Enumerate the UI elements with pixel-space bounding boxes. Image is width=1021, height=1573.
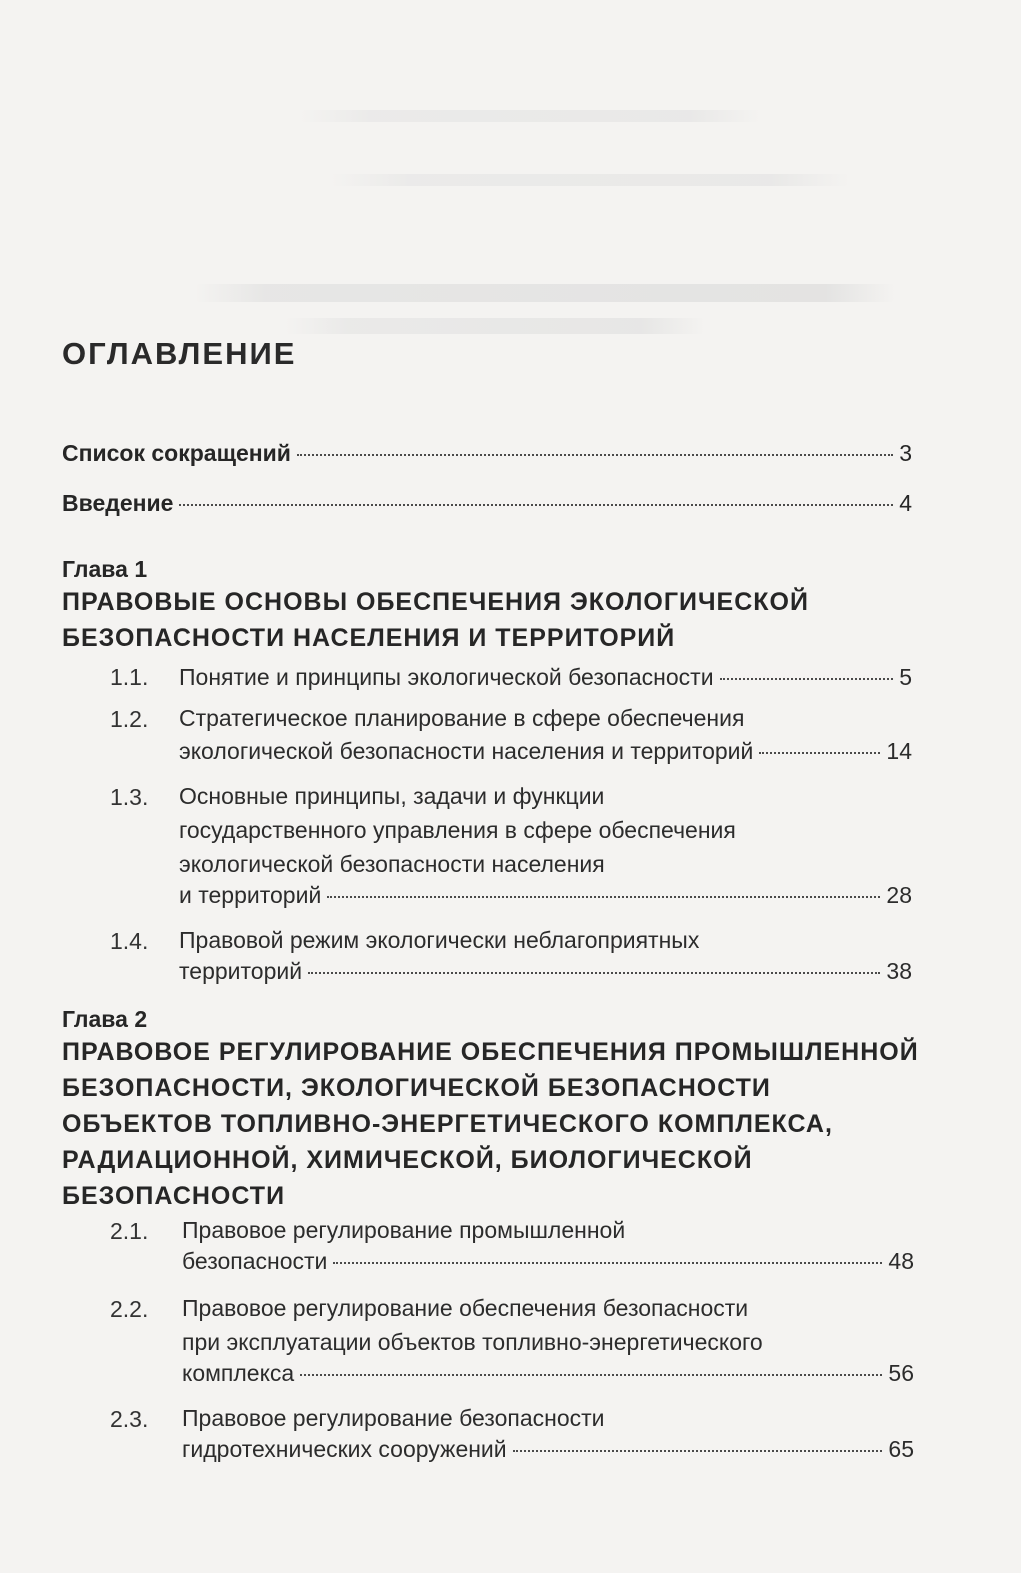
entry-label: экологической безопасности населения и территорий bbox=[179, 738, 754, 764]
toc-title: ОГЛАВЛЕНИЕ bbox=[62, 336, 297, 371]
toc-entry-2-1[interactable] bbox=[182, 1248, 914, 1275]
section-number: 1.3. bbox=[110, 784, 149, 810]
bleed-through-mark bbox=[300, 110, 760, 122]
chapter-title-line: БЕЗОПАСНОСТИ НАСЕЛЕНИЯ И ТЕРРИТОРИЙ bbox=[62, 624, 676, 652]
chapter-1-title[interactable] bbox=[62, 584, 809, 656]
dot-leader bbox=[759, 752, 880, 754]
section-line: при эксплуатации объектов топливно-энергетического bbox=[182, 1329, 763, 1355]
bleed-through-mark bbox=[195, 284, 895, 302]
entry-page: 65 bbox=[888, 1436, 914, 1462]
section-line: Правовой режим экологически неблагоприятных bbox=[179, 927, 700, 953]
entry-page: 48 bbox=[888, 1248, 914, 1274]
toc-entry-1-3[interactable] bbox=[179, 882, 912, 909]
entry-page: 4 bbox=[899, 490, 912, 516]
toc-entry-introduction[interactable] bbox=[62, 490, 912, 517]
entry-label: комплекса bbox=[182, 1360, 295, 1386]
entry-page: 14 bbox=[886, 738, 912, 764]
toc-entry-1-1[interactable] bbox=[179, 664, 912, 691]
chapter-title-line: ПРАВОВОЕ РЕГУЛИРОВАНИЕ ОБЕСПЕЧЕНИЯ ПРОМЫШЛЕННОЙ bbox=[62, 1038, 919, 1066]
dot-leader bbox=[513, 1450, 883, 1452]
chapter-title-line: ОБЪЕКТОВ ТОПЛИВНО-ЭНЕРГЕТИЧЕСКОГО КОМПЛЕКСА, bbox=[62, 1110, 833, 1138]
bleed-through-mark bbox=[285, 318, 705, 334]
section-line: Основные принципы, задачи и функции bbox=[179, 783, 605, 809]
section-line: государственного управления в сфере обеспечения bbox=[179, 817, 736, 843]
section-number: 2.2. bbox=[110, 1296, 149, 1322]
dot-leader bbox=[333, 1262, 882, 1264]
toc-entry-1-2[interactable] bbox=[179, 738, 912, 765]
section-line: Стратегическое планирование в сфере обеспечения bbox=[179, 705, 745, 731]
chapter-1-label: Глава 1 bbox=[62, 556, 148, 582]
entry-label: Понятие и принципы экологической безопасности bbox=[179, 664, 714, 690]
toc-entry-1-4[interactable] bbox=[179, 958, 912, 985]
section-line: Правовое регулирование промышленной bbox=[182, 1217, 626, 1243]
chapter-title-line: БЕЗОПАСНОСТИ bbox=[62, 1182, 286, 1210]
toc-entry-2-3[interactable] bbox=[182, 1436, 914, 1463]
chapter-title-line: БЕЗОПАСНОСТИ, ЭКОЛОГИЧЕСКОЙ БЕЗОПАСНОСТИ bbox=[62, 1074, 771, 1102]
chapter-2-title[interactable] bbox=[62, 1034, 919, 1214]
section-number: 1.1. bbox=[110, 664, 149, 690]
dot-leader bbox=[720, 678, 894, 680]
entry-page: 38 bbox=[886, 958, 912, 984]
entry-label: Список сокращений bbox=[62, 440, 291, 466]
toc-entry-2-2[interactable] bbox=[182, 1360, 914, 1387]
entry-page: 56 bbox=[888, 1360, 914, 1386]
chapter-title-line: ПРАВОВЫЕ ОСНОВЫ ОБЕСПЕЧЕНИЯ ЭКОЛОГИЧЕСКОЙ bbox=[62, 588, 809, 616]
dot-leader bbox=[179, 504, 893, 506]
toc-entry-abbreviations[interactable] bbox=[62, 440, 912, 467]
entry-label: территорий bbox=[179, 958, 303, 984]
chapter-title-line: РАДИАЦИОННОЙ, ХИМИЧЕСКОЙ, БИОЛОГИЧЕСКОЙ bbox=[62, 1146, 753, 1174]
entry-label: Введение bbox=[62, 490, 174, 516]
section-line: экологической безопасности населения bbox=[179, 851, 605, 877]
section-number: 1.2. bbox=[110, 706, 149, 732]
entry-page: 28 bbox=[886, 882, 912, 908]
entry-page: 5 bbox=[899, 664, 912, 690]
dot-leader bbox=[297, 454, 893, 456]
section-number: 1.4. bbox=[110, 928, 149, 954]
entry-page: 3 bbox=[899, 440, 912, 466]
entry-label: безопасности bbox=[182, 1248, 328, 1274]
entry-label: гидротехнических сооружений bbox=[182, 1436, 507, 1462]
dot-leader bbox=[308, 972, 880, 974]
section-line: Правовое регулирование обеспечения безопасности bbox=[182, 1295, 749, 1321]
chapter-2-label: Глава 2 bbox=[62, 1006, 148, 1032]
section-number: 2.3. bbox=[110, 1406, 149, 1432]
bleed-through-mark bbox=[330, 174, 850, 186]
section-line: Правовое регулирование безопасности bbox=[182, 1405, 605, 1431]
section-number: 2.1. bbox=[110, 1218, 149, 1244]
dot-leader bbox=[300, 1374, 882, 1376]
dot-leader bbox=[327, 896, 880, 898]
entry-label: и территорий bbox=[179, 882, 322, 908]
